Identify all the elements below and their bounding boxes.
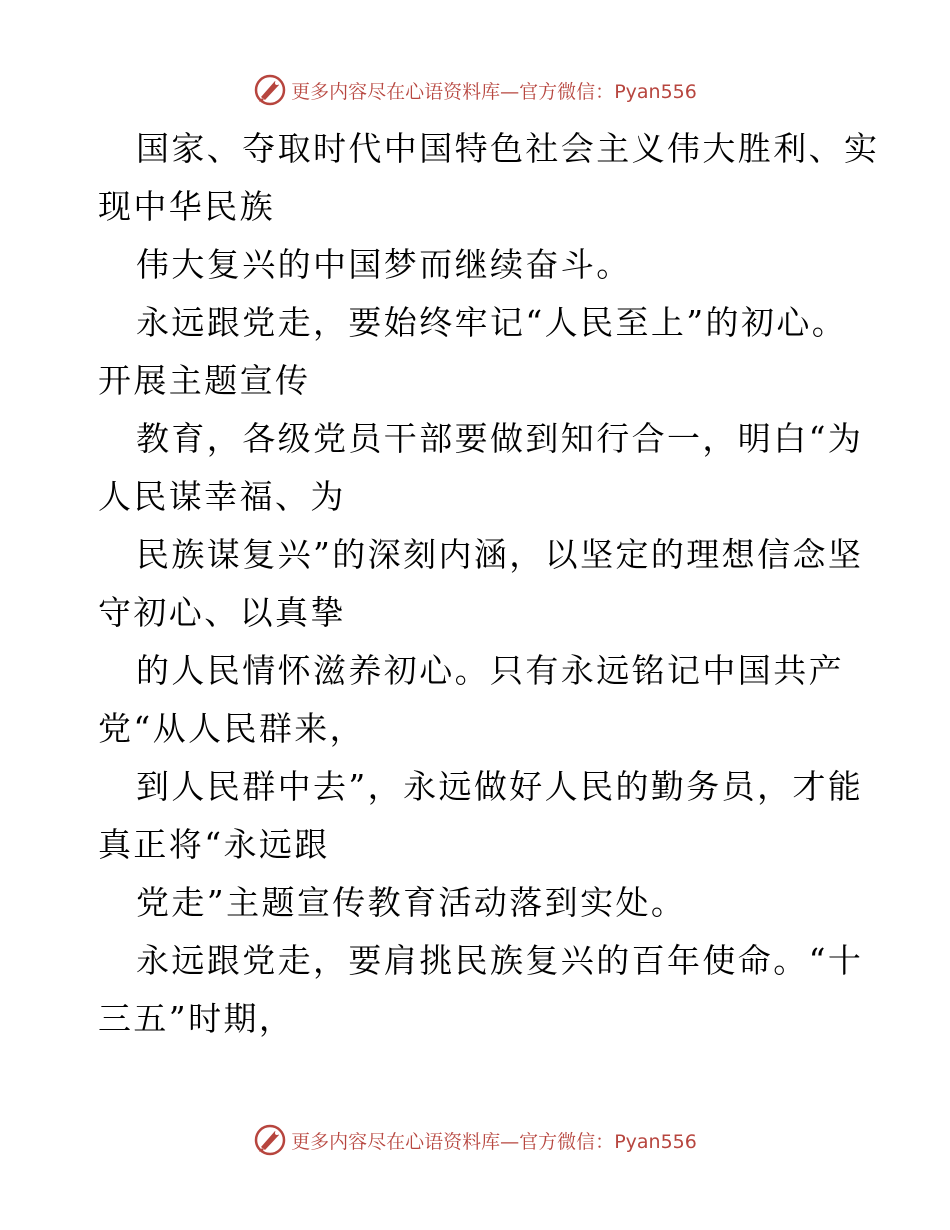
body-line: 党“从人民群来，	[98, 709, 366, 748]
body-line: 的人民情怀滋养初心。只有永远铭记中国共产	[136, 651, 844, 690]
banner-title: 更多内容尽在心语资料库	[291, 80, 501, 103]
banner-separator: —	[500, 80, 520, 103]
body-line: 守初心、以真挚	[98, 593, 346, 632]
banner-wechat-label: 官方微信：	[519, 80, 615, 103]
body-line: 教育，各级党员干部要做到知行合一，明白“为	[136, 419, 864, 458]
banner-wechat-id: Pyan556	[614, 1130, 697, 1153]
body-line: 人民谋幸福、为	[98, 477, 346, 516]
body-line: 民族谋复兴”的深刻内涵，以坚定的理想信念坚	[136, 535, 864, 574]
body-line: 国家、夺取时代中国特色社会主义伟大胜利、实	[136, 129, 880, 168]
pen-logo-icon	[253, 73, 287, 107]
pen-logo-icon	[253, 1123, 287, 1157]
body-line: 永远跟党走，要肩挑民族复兴的百年使命。“十	[136, 941, 864, 980]
body-line: 开展主题宣传	[98, 361, 311, 400]
banner-wechat-label: 官方微信：	[519, 1130, 615, 1153]
footer-banner	[0, 1122, 950, 1158]
body-line: 三五”时期，	[98, 999, 295, 1038]
body-line: 永远跟党走，要始终牢记“人民至上”的初心。	[136, 303, 848, 342]
body-line: 党走”主题宣传教育活动落到实处。	[136, 883, 687, 922]
body-line: 伟大复兴的中国梦而继续奋斗。	[136, 245, 632, 284]
banner-separator: —	[500, 1130, 520, 1153]
body-line: 到人民群中去”，永远做好人民的勤务员，才能	[136, 767, 864, 806]
body-line: 现中华民族	[98, 187, 275, 226]
header-banner	[0, 72, 950, 108]
footer-banner-text	[291, 1127, 697, 1154]
header-banner-text	[291, 77, 697, 104]
banner-wechat-id: Pyan556	[614, 80, 697, 103]
banner-title: 更多内容尽在心语资料库	[291, 1130, 501, 1153]
body-line: 真正将“永远跟	[98, 825, 330, 864]
